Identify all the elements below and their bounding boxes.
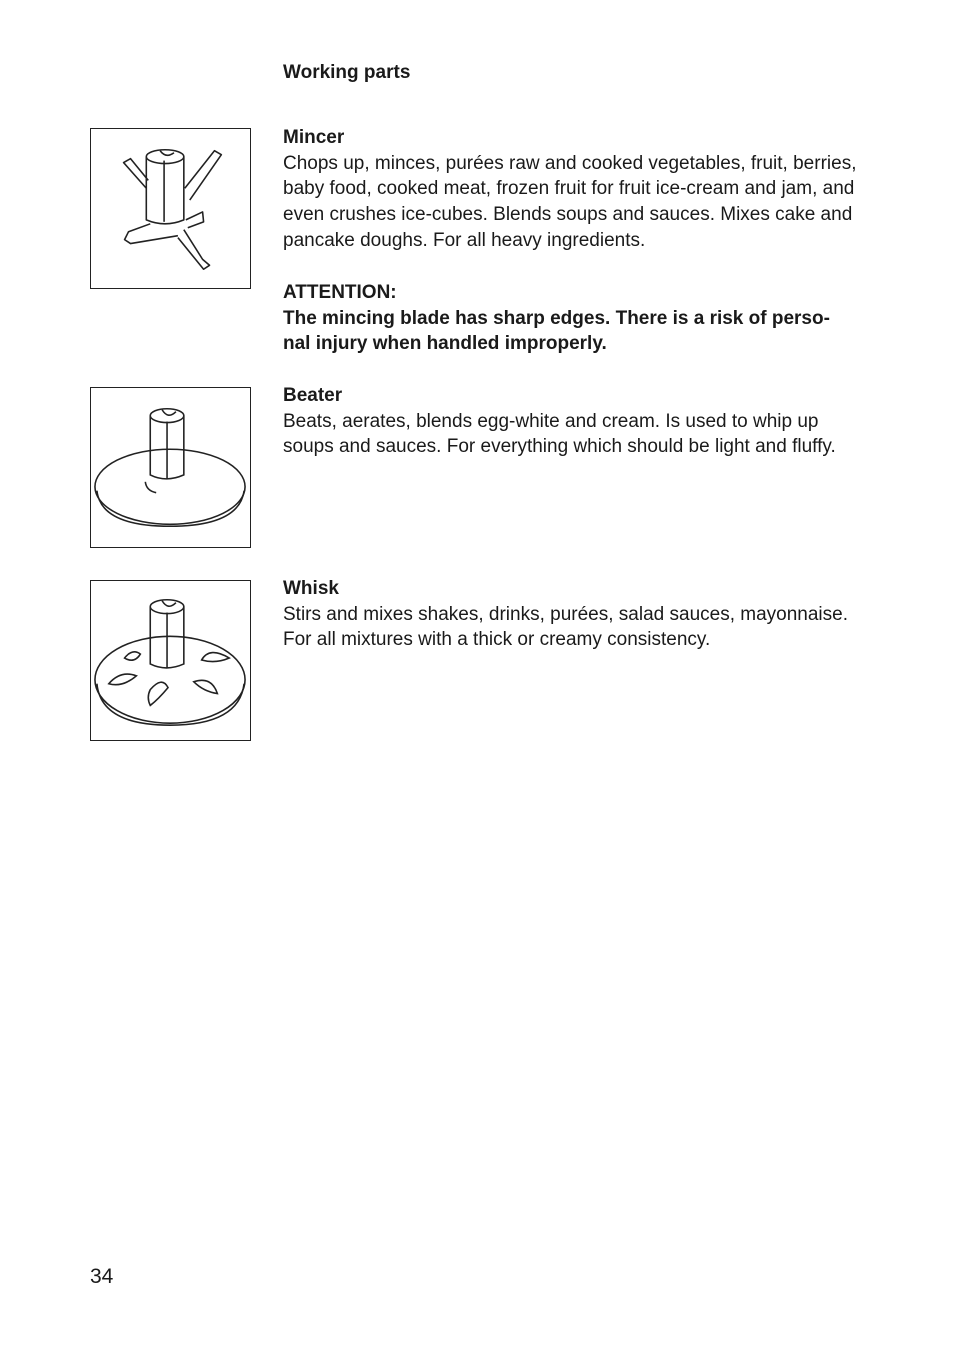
page-number: 34 <box>90 1265 114 1288</box>
whisk-figure <box>90 580 251 741</box>
section-mincer <box>283 125 873 254</box>
beater-disc-illustration <box>91 388 250 547</box>
mincer-figure <box>90 128 251 289</box>
section-heading-mincer: Mincer <box>283 127 345 148</box>
page-title: Working parts <box>283 62 411 83</box>
beater-figure <box>90 387 251 548</box>
attention-text-line2: nal injury when handled improperly. <box>283 333 607 355</box>
attention-label: ATTENTION: <box>283 282 397 303</box>
section-heading-beater: Beater <box>283 385 343 406</box>
section-beater <box>283 383 873 460</box>
attention-text-line1: The mincing blade has sharp edges. There is a risk of perso- <box>283 307 830 329</box>
mincer-blade-illustration <box>91 129 250 288</box>
section-whisk <box>283 576 873 653</box>
section-body-whisk: Stirs and mixes shakes, drinks, purées, salad sauces, mayonnaise. For all mixtures with a thick or creamy consistency. <box>283 603 848 651</box>
section-body-beater: Beats, aerates, blends egg-white and cream. Is used to whip up soups and sauces. For everything which should be light and fluffy. <box>283 410 836 458</box>
section-heading-whisk: Whisk <box>283 578 339 599</box>
section-body-mincer: Chops up, minces, purées raw and cooked vegetables, fruit, berries, baby food, cooked meat, frozen fruit for fruit ice-cream and jam, and even crushes ice-cubes. Blends soups and sauces. Mixes cake and pancake doughs. For all heavy ingredients. <box>283 152 857 251</box>
attention-block <box>283 280 873 357</box>
whisk-disc-illustration <box>91 581 250 740</box>
